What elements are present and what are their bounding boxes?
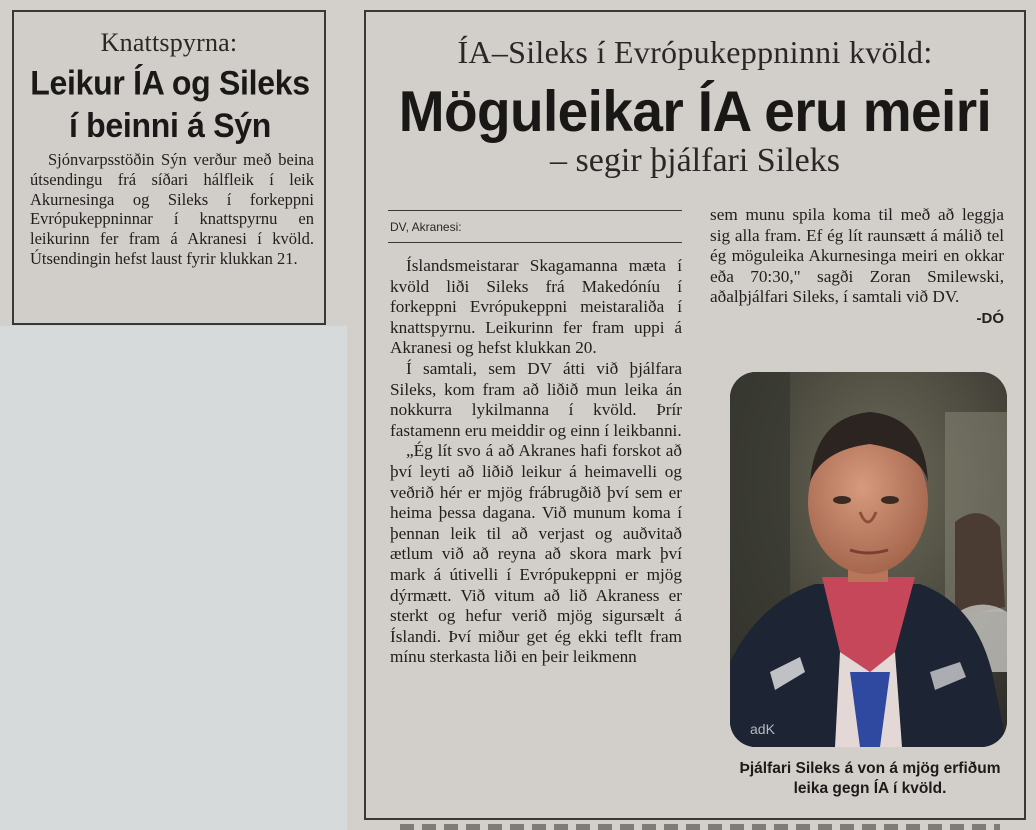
side-article-headline-line1: Leikur ÍA og Sileks [30,63,310,102]
svg-text:adK: adK [750,721,775,737]
side-article-headline [22,62,318,147]
photo-caption: Þjálfari Sileks á von á mjög erfiðum leika gegn ÍA í kvöld. [739,760,1001,797]
byline-rule-top [388,210,682,211]
blank-area [0,326,347,830]
main-article [364,10,1026,820]
article-paragraph: Í samtali, sem DV átti við þjálfara Sileks, kom fram að liðið mun leika án nokkurra lykilmanna í kvöld. Þrír fastamenn eru meiddir og einn í leikbanni. [390,358,682,440]
side-article-body: Sjónvarpsstöðin Sýn verður með beina útsendingu frá síðari hálfleik í leik Akurnesinga og Sileks í forkeppni Evrópukeppninnar í knattspyrnu en leikurinn fer fram á Akranesi í kvöld. Útsendingin hefst laust fyrir klukkan 21. [30,150,314,268]
coach-photo-image [730,372,1007,747]
author-signoff: -DÓ [976,309,1004,327]
side-article-headline-line2: í beinni á Sýn [68,106,272,145]
side-article [12,10,326,325]
byline: DV, Akranesi: [390,220,462,234]
article-paragraph: „Ég lít svo á að Akranes hafi forskot að því leyti að liðið leikur á heimavelli og veðrið hér er mjög frábrugðið því sem er heima þessa dagana. Við munum koma í þennan leik til að verjast og auðvitað ætlum við að reyna að skora mark því mark á útivelli í Evrópukeppni er mjög dýrmætt. Við vitum að lið Akraness er sterkt og hefur verið mjög sigursælt á Íslandi. Því miður get ég ekki teflt fram mínu sterkasta liði en þeir leikmenn [390,441,682,667]
main-article-kicker: ÍA–Sileks í Evrópukeppninni kvöld: [457,34,933,70]
article-column-2 [710,205,1004,330]
article-column-1 [390,256,682,668]
article-paragraph: Íslandsmeistarar Skagamanna mæta í kvöld liði Sileks frá Makedóníu í forkeppni Evrópukeppni meistaraliða í knattspyrnu. Leikurinn fer fram uppi á Akranesi og hefst klukkan 20. [390,256,682,358]
coach-photo [730,372,1007,747]
main-article-headline: Möguleikar ÍA eru meiri [398,78,992,144]
cut-off-text-strip [400,824,1000,830]
byline-rule-bottom [388,242,682,243]
main-article-subhead: – segir þjálfari Sileks [550,142,840,179]
article-paragraph: sem munu spila koma til með að leggja sig alla fram. Ef ég lít raunsætt á málið tel ég möguleika Akurnesinga meiri en okkar eða 70:30," sagði Zoran Smilewski, aðalþjálfari Sileks, í samtali við DV. [710,205,1004,307]
side-article-kicker: Knattspyrna: [100,28,238,57]
